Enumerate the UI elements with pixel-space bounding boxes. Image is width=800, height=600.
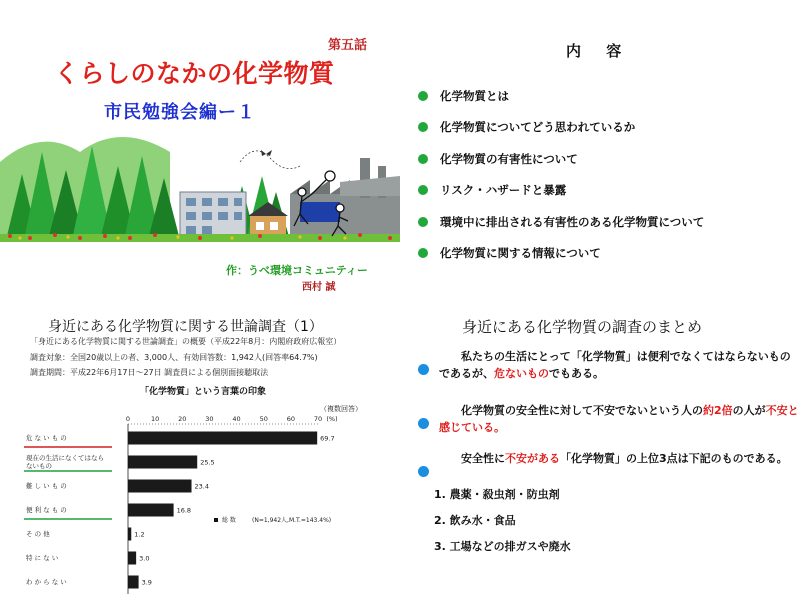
bullet-icon <box>418 217 428 227</box>
bullet-icon <box>418 154 428 164</box>
chart-title: 「化学物質」という言葉の印象 <box>140 387 267 397</box>
cover-slide <box>0 0 400 300</box>
town-illustration <box>0 122 400 262</box>
survey-overview: 「身近にある化学物質に関する世論調査」の概要（平成22年8月：内閣府政府広報室） <box>30 337 342 346</box>
bullet-icon <box>418 185 428 195</box>
x-tick-label: 70 <box>313 415 323 423</box>
summary-text: 化学物質の安全性に対して不安でないという人の <box>461 404 703 417</box>
bar <box>128 552 136 565</box>
category-label: 危 な い も の <box>26 434 67 442</box>
contents-item <box>418 206 704 238</box>
category-label: 難 し い も の <box>26 482 67 490</box>
bullet-icon <box>418 466 429 477</box>
cover-subtitle: 市民勉強会編ー１ <box>104 102 256 123</box>
legend-swatch <box>214 518 218 522</box>
summary-text: でもある。 <box>549 367 604 380</box>
x-tick-label: 40 <box>232 415 241 423</box>
chart-unit: （複数回答） <box>320 405 362 413</box>
author-organization: 作：うべ環境コミュニティー <box>226 264 368 277</box>
summary-text: 「化学物質」の上位3点は下記のものである。 <box>560 452 788 465</box>
contents-item-label: 化学物質とは <box>440 88 509 103</box>
summary-point-1 <box>418 348 800 382</box>
bullet-icon <box>418 364 429 375</box>
category-label: そ の 他 <box>26 530 50 538</box>
x-tick-label: 0 <box>125 415 131 423</box>
summary-highlight: 危ないもの <box>494 367 549 380</box>
bullet-icon <box>418 91 428 101</box>
summary-text: 私たちの生活にとって「化学物質」は便利でなくてはならないものであるが、 <box>439 350 791 380</box>
contents-item-label: 化学物質に関する情報について <box>440 246 601 261</box>
author-name: 西村 誠 <box>302 282 336 293</box>
category-label: 便 利 な も の <box>26 506 67 514</box>
blue-structure-icon <box>300 202 340 222</box>
x-tick-label: 30 <box>205 415 214 423</box>
summary-highlight: 不安がある <box>505 452 560 465</box>
category-label: わ か ら な い <box>26 578 67 586</box>
category-label: 現在の生活になくてはならないもの <box>26 454 104 470</box>
contents-item <box>418 112 704 144</box>
bullet-icon <box>418 248 428 258</box>
bar-value-label: 3.9 <box>141 578 152 587</box>
bar-value-label: 3.0 <box>139 554 150 563</box>
summary-text: 安全性に <box>461 452 505 465</box>
bar <box>128 504 174 517</box>
contents-slide <box>400 0 800 300</box>
bar-value-label: 1.2 <box>134 530 145 539</box>
cover-title: くらしのなかの化学物質 <box>54 59 335 88</box>
bar <box>128 480 192 493</box>
contents-item <box>418 238 704 270</box>
x-tick-label: (%) <box>326 415 338 423</box>
contents-list <box>418 80 704 269</box>
summary-highlight: 約2倍 <box>703 404 733 417</box>
summary-slide <box>400 300 800 600</box>
bar-value-label: 25.5 <box>200 458 215 467</box>
butterfly-icon <box>261 150 272 156</box>
bullet-icon <box>418 122 428 132</box>
bar-value-label: 23.4 <box>194 482 209 491</box>
top-concerns-list <box>434 486 571 564</box>
bar <box>128 432 317 445</box>
x-tick-label: 50 <box>259 415 268 423</box>
concern-item: 3. 工場などの排ガスや廃水 <box>434 540 571 553</box>
bullet-icon <box>418 418 429 429</box>
concern-item: 2. 飲み水・食品 <box>434 514 516 527</box>
bar <box>128 528 131 541</box>
survey-title: 身近にある化学物質に関する世論調査（1） <box>48 319 323 335</box>
contents-item-label: 環境中に排出される有害性のある化学物質について <box>440 214 705 229</box>
x-tick-label: 20 <box>178 415 187 423</box>
bar-value-label: 16.8 <box>176 506 192 515</box>
x-tick-label: 60 <box>286 415 295 423</box>
contents-item <box>418 143 704 175</box>
concern-item: 1. 農薬・殺虫剤・防虫剤 <box>434 488 560 501</box>
survey-period: 調査期間：平成22年6月17日～27日 調査員による個別面接聴取法 <box>30 368 269 377</box>
bar <box>128 456 197 469</box>
legend-label: 総 数 <box>222 517 236 524</box>
summary-text: の人が <box>732 404 766 417</box>
episode-label: 第五話 <box>328 38 368 53</box>
survey-slide <box>0 300 400 600</box>
category-label: 特 に な い <box>26 554 59 562</box>
contents-item-label: 化学物質についてどう思われているか <box>440 120 636 135</box>
impression-bar-chart <box>0 410 400 600</box>
contents-item-label: 化学物質の有害性について <box>440 151 578 166</box>
building-icon <box>180 192 246 240</box>
survey-target: 調査対象：全国20歳以上の者、3,000人、有効回答数：1,942人(回答率64.7%) <box>30 353 318 362</box>
contents-title: 内 容 <box>566 42 632 60</box>
factory-icon <box>290 158 400 240</box>
summary-point-2 <box>418 402 800 436</box>
x-tick-label: 10 <box>151 415 160 423</box>
legend-note: (N=1,942人,M.T.=143.4%) <box>252 517 332 524</box>
summary-point-3 <box>418 450 800 477</box>
bar <box>128 576 139 589</box>
bar-value-label: 69.7 <box>320 434 335 443</box>
contents-item <box>418 80 704 112</box>
summary-highlight: 不安と感じている。 <box>439 404 799 434</box>
contents-item-label: リスク・ハザードと暴露 <box>440 183 567 198</box>
contents-item <box>418 175 704 207</box>
summary-title: 身近にある化学物質の調査のまとめ <box>462 318 703 336</box>
